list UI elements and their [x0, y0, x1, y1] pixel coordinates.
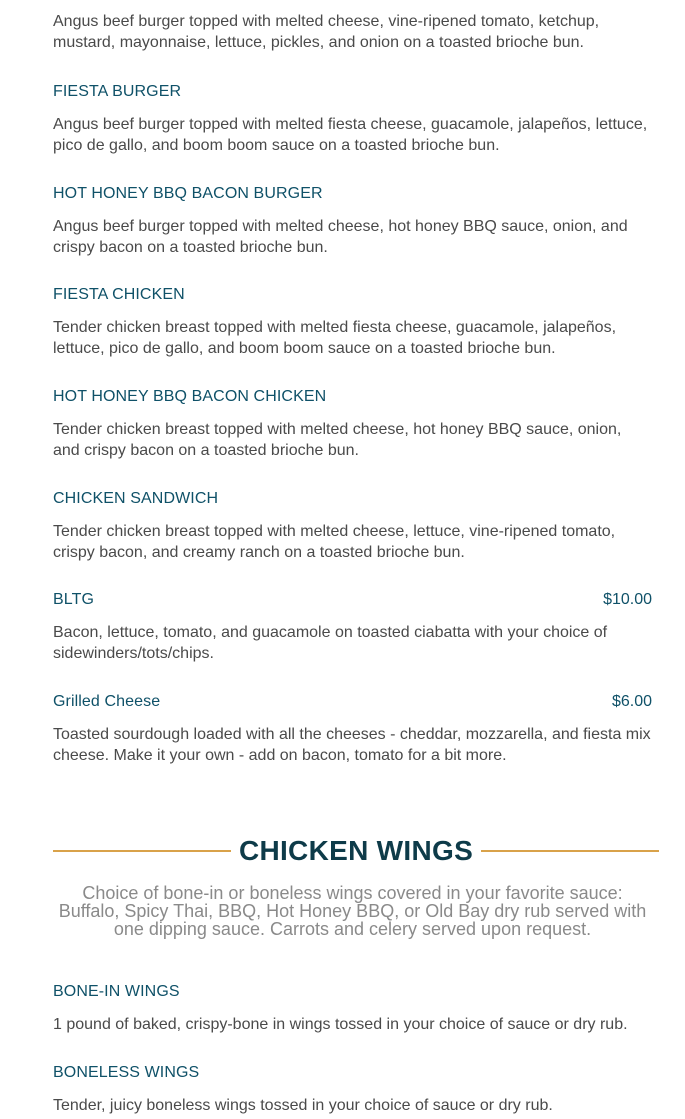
menu-item: [53, 184, 652, 258]
item-name: HOT HONEY BBQ BACON BURGER: [53, 185, 323, 202]
section-title: CHICKEN WINGS: [238, 835, 474, 866]
menu-item: [53, 285, 652, 359]
item-name: FIESTA CHICKEN: [53, 286, 185, 303]
section-description: Choice of bone-in or boneless wings covered in your favorite sauce: Buffalo, Spicy Thai, BBQ, Hot Honey BBQ, or Old Bay dry rub served with one dipping sauce. Carrots and celery served upon request.: [58, 883, 647, 939]
section-divider-left: [53, 850, 231, 852]
item-description: Tender, juicy boneless wings tossed in your choice of sauce or dry rub.: [53, 1097, 553, 1114]
menu-item: [53, 590, 652, 664]
item-description: Bacon, lettuce, tomato, and guacamole on toasted ciabatta with your choice of sidewinders/tots/chips.: [53, 624, 608, 662]
menu-item: [53, 982, 652, 1035]
item-name: BONELESS WINGS: [53, 1064, 200, 1081]
menu-item: [53, 489, 652, 563]
item-price: $10.00: [603, 591, 652, 608]
item-name: CHICKEN SANDWICH: [53, 490, 219, 507]
item-description: Toasted sourdough loaded with all the cheeses - cheddar, mozzarella, and fiesta mix cheese. Make it your own - add on bacon, tomato for a bit more.: [53, 726, 651, 764]
item-header: [53, 590, 652, 610]
item-name: BLTG: [53, 591, 95, 608]
item-header: [53, 387, 652, 407]
section-divider-right: [481, 850, 659, 852]
item-description: Tender chicken breast topped with melted fiesta cheese, guacamole, jalapeños, lettuce, pico de gallo, and boom boom sauce on a toasted brioche bun.: [53, 319, 617, 357]
menu-item: [53, 387, 652, 461]
item-name: Grilled Cheese: [53, 693, 161, 710]
menu-item: [53, 82, 652, 156]
item-header: [53, 285, 652, 305]
menu-item: [53, 1063, 652, 1116]
item-header: [53, 982, 652, 1002]
section-heading: [53, 833, 659, 869]
item-header: [53, 82, 652, 102]
item-name: BONE-IN WINGS: [53, 983, 180, 1000]
item-description: Angus beef burger topped with melted cheese, hot honey BBQ sauce, onion, and crispy bacon on a toasted brioche bun.: [53, 218, 628, 256]
item-description: Tender chicken breast topped with melted cheese, lettuce, vine-ripened tomato, crispy bacon, and creamy ranch on a toasted brioche bun.: [53, 523, 616, 561]
item-name: FIESTA BURGER: [53, 83, 182, 100]
item-description: Angus beef burger topped with melted cheese, vine-ripened tomato, ketchup, mustard, mayonnaise, lettuce, pickles, and onion on a toasted brioche bun.: [53, 13, 600, 51]
item-header: [53, 489, 652, 509]
item-name: HOT HONEY BBQ BACON CHICKEN: [53, 388, 327, 405]
item-header: [53, 184, 652, 204]
item-description: Tender chicken breast topped with melted cheese, hot honey BBQ sauce, onion, and crispy bacon on a toasted brioche bun.: [53, 421, 622, 459]
item-description: Angus beef burger topped with melted fiesta cheese, guacamole, jalapeños, lettuce, pico de gallo, and boom boom sauce on a toasted brioche bun.: [53, 116, 648, 154]
item-header: [53, 1063, 652, 1083]
menu-item: [53, 692, 652, 766]
item-price: $6.00: [611, 693, 652, 710]
item-description: 1 pound of baked, crispy-bone in wings tossed in your choice of sauce or dry rub.: [53, 1016, 628, 1033]
item-header: [53, 692, 652, 712]
